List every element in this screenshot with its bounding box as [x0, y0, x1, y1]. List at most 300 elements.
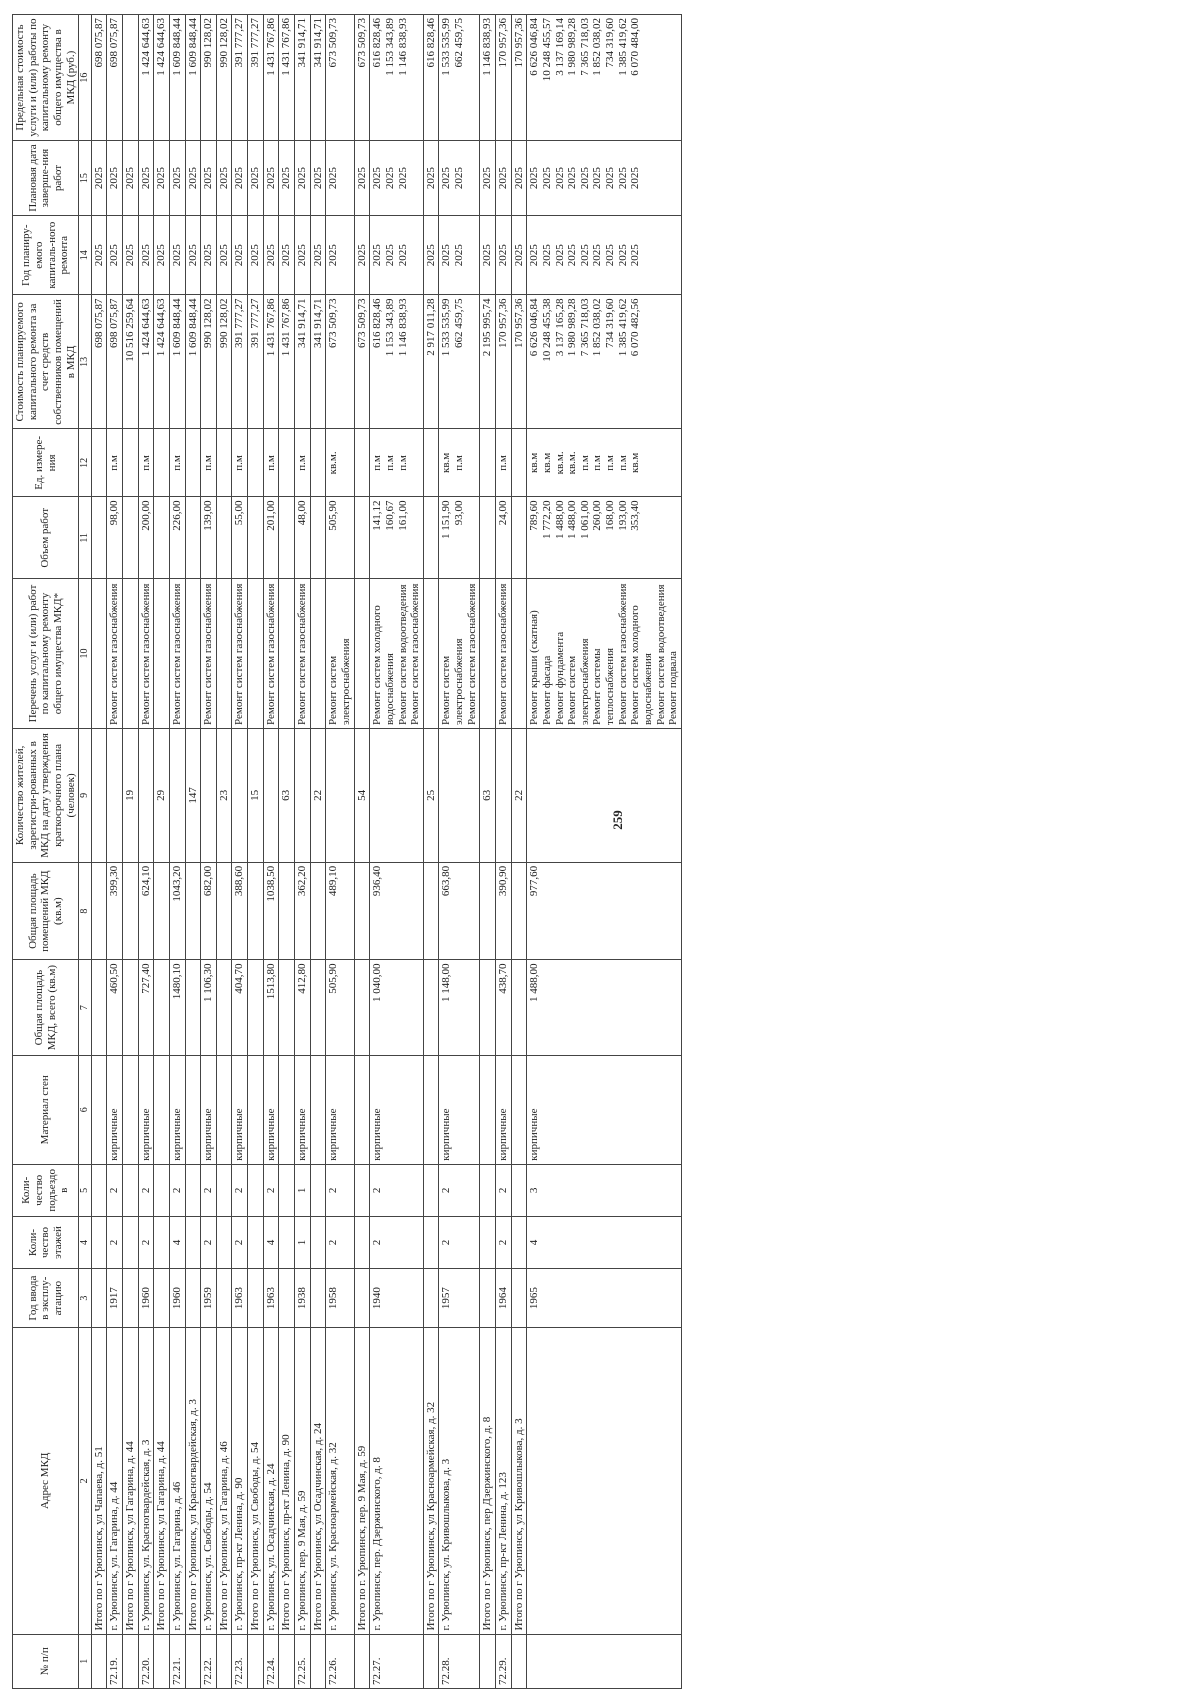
column-number: 4	[79, 1216, 92, 1268]
end-value: 2025	[383, 167, 396, 190]
total-blank	[91, 1634, 107, 1688]
row-entrances: 2	[263, 1164, 279, 1216]
total-blank	[248, 862, 264, 960]
total-blank	[122, 497, 138, 579]
row-number: 72.21.	[169, 1634, 185, 1688]
row-works	[527, 579, 682, 729]
total-blank	[154, 1634, 170, 1688]
total-blank	[423, 579, 439, 729]
limit-value: 662 459,75	[453, 18, 466, 68]
table-row	[201, 15, 217, 1689]
total-blank	[91, 960, 107, 1055]
row-units	[439, 429, 480, 497]
total-end: 2025	[216, 141, 232, 216]
volume-value: 93,00	[453, 500, 466, 526]
total-blank	[279, 1269, 295, 1328]
work-item: Ремонт систем газоснабжения	[465, 583, 478, 725]
row-area-rooms: 624,10	[138, 862, 154, 960]
row-area-rooms: 388,60	[232, 862, 248, 960]
total-blank	[216, 1216, 232, 1268]
total-blank	[480, 862, 496, 960]
year-value: 2025	[170, 244, 183, 267]
row-area-rooms: 936,40	[370, 862, 424, 960]
row-address: г. Урюпинск, пр-кт Ленина, д. 123	[496, 1328, 512, 1634]
row-area-total: 1 488,00	[527, 960, 682, 1055]
total-end: 2025	[354, 141, 370, 216]
total-blank	[185, 862, 201, 960]
row-address	[527, 1328, 682, 1634]
work-item: Ремонт систем газоснабжения	[497, 583, 509, 725]
row-units	[232, 429, 248, 497]
row-entrances: 3	[527, 1164, 682, 1216]
total-blank	[154, 429, 170, 497]
work-item: Ремонт фундамента	[553, 631, 566, 725]
total-limit	[122, 15, 138, 141]
row-limits	[527, 15, 682, 141]
total-year: 2025	[480, 216, 496, 295]
cost-value: 3 137 165,28	[553, 298, 566, 357]
column-header: Год планиру-емого капиталь-ного ремонта	[13, 216, 79, 295]
row-address: г. Урюпинск, ул. Кривошлыкова, д. 3	[439, 1328, 480, 1634]
row-years	[527, 216, 682, 295]
row-residents	[138, 728, 154, 862]
row-floors: 4	[169, 1216, 185, 1268]
row-area-total: 1513,80	[263, 960, 279, 1055]
row-ends	[263, 141, 279, 216]
column-header: Плановая дата заверше-ния работ	[13, 141, 79, 216]
total-blank	[423, 1164, 439, 1216]
table-row	[232, 15, 248, 1689]
volume-value: 353,40	[629, 500, 642, 531]
total-blank	[511, 497, 527, 579]
total-blank	[216, 429, 232, 497]
total-end: 2025	[154, 141, 170, 216]
row-ends	[107, 141, 123, 216]
cost-value: 698 075,87	[108, 298, 121, 348]
row-residents	[232, 728, 248, 862]
row-floors: 4	[263, 1216, 279, 1268]
row-years	[439, 216, 480, 295]
total-blank	[154, 862, 170, 960]
end-value: 2025	[170, 167, 183, 190]
row-entrances: 2	[232, 1164, 248, 1216]
row-volumes	[326, 497, 354, 579]
year-value: 2025	[108, 244, 121, 267]
row-material: кирпичные	[232, 1055, 248, 1164]
row-works	[496, 579, 512, 729]
row-units	[138, 429, 154, 497]
end-value: 2025	[629, 167, 642, 190]
work-item: Ремонт систем газоснабжения	[139, 583, 152, 725]
total-blank	[91, 862, 107, 960]
total-blank	[248, 497, 264, 579]
total-blank	[511, 1269, 527, 1328]
row-entrances: 2	[439, 1164, 480, 1216]
total-row	[216, 15, 232, 1689]
end-value: 2025	[540, 167, 553, 190]
unit-value: п.м	[497, 455, 509, 471]
total-blank	[354, 1055, 370, 1164]
total-blank	[480, 579, 496, 729]
total-residents: 63	[480, 728, 496, 862]
total-blank	[310, 960, 326, 1055]
table-row	[263, 15, 279, 1689]
volume-value: 200,00	[139, 500, 152, 531]
total-blank	[122, 1634, 138, 1688]
end-value: 2025	[497, 167, 509, 190]
total-blank	[310, 429, 326, 497]
total-blank	[154, 579, 170, 729]
work-item: Ремонт систем газоснабжения	[202, 583, 215, 725]
work-item: Ремонт систем газоснабжения	[264, 583, 277, 725]
total-blank	[310, 497, 326, 579]
total-year: 2025	[354, 216, 370, 295]
total-limit: 170 957,36	[511, 15, 527, 141]
row-volumes	[232, 497, 248, 579]
total-blank	[480, 1055, 496, 1164]
end-value: 2025	[296, 167, 309, 190]
total-blank	[423, 1269, 439, 1328]
cost-value: 1 852 038,02	[591, 298, 604, 357]
total-blank	[480, 1164, 496, 1216]
row-entrances: 1	[295, 1164, 311, 1216]
total-cost: 673 509,73	[354, 295, 370, 429]
row-costs	[169, 295, 185, 429]
total-blank	[423, 960, 439, 1055]
column-header: № п/п	[13, 1634, 79, 1688]
row-area-rooms: 489,10	[326, 862, 354, 960]
total-blank	[354, 579, 370, 729]
row-works	[439, 579, 480, 729]
total-blank	[480, 1216, 496, 1268]
total-blank	[354, 497, 370, 579]
total-blank	[423, 1055, 439, 1164]
cost-value: 1 980 989,28	[566, 298, 579, 357]
row-costs	[138, 295, 154, 429]
total-cost: 10 516 259,64	[122, 295, 138, 429]
cost-value: 170 957,36	[497, 298, 509, 348]
total-end: 2025	[248, 141, 264, 216]
row-costs	[107, 295, 123, 429]
total-blank	[248, 1634, 264, 1688]
limit-value: 10 248 455,57	[540, 18, 553, 82]
total-row	[310, 15, 326, 1689]
row-year: 1965	[527, 1269, 682, 1328]
row-costs	[370, 295, 424, 429]
column-header: Объем работ	[13, 497, 79, 579]
work-item: Ремонт систем газоснабжения	[233, 583, 246, 725]
row-works	[370, 579, 424, 729]
total-blank	[185, 1055, 201, 1164]
column-number: 3	[79, 1269, 92, 1328]
total-address: Итого по г Урюпинск, ул Гагарина, д. 46	[216, 1328, 232, 1634]
total-end: 2025	[91, 141, 107, 216]
total-year: 2025	[423, 216, 439, 295]
column-header: Перечень услуг и (или) работ по капитальному ремонту общего имущества МКД*	[13, 579, 79, 729]
total-cost: 990 128,02	[216, 295, 232, 429]
row-year: 1917	[107, 1269, 123, 1328]
total-blank	[185, 579, 201, 729]
work-item: Ремонт подвала	[667, 651, 680, 725]
end-value: 2025	[327, 167, 340, 190]
total-blank	[279, 960, 295, 1055]
total-end: 2025	[279, 141, 295, 216]
row-works	[138, 579, 154, 729]
end-value: 2025	[616, 167, 629, 190]
total-blank	[216, 960, 232, 1055]
total-residents: 22	[511, 728, 527, 862]
row-units	[326, 429, 354, 497]
row-area-total: 460,50	[107, 960, 123, 1055]
row-volumes	[201, 497, 217, 579]
cost-value: 7 365 718,03	[578, 298, 591, 357]
row-material: кирпичные	[138, 1055, 154, 1164]
row-entrances: 2	[370, 1164, 424, 1216]
cost-value: 391 777,27	[233, 298, 246, 348]
end-value: 2025	[604, 167, 617, 190]
total-blank	[248, 1164, 264, 1216]
column-number: 15	[79, 141, 92, 216]
cost-value: 673 509,73	[327, 298, 340, 348]
total-blank	[480, 429, 496, 497]
total-blank	[91, 1055, 107, 1164]
row-address: г. Урюпинск, пер. 9 Мая, д. 59	[295, 1328, 311, 1634]
total-limit: 1 424 644,63	[154, 15, 170, 141]
row-material: кирпичные	[295, 1055, 311, 1164]
column-number: 13	[79, 295, 92, 429]
row-material: кирпичные	[326, 1055, 354, 1164]
end-value: 2025	[566, 167, 579, 190]
row-volumes	[169, 497, 185, 579]
total-address: Итого по г Урюпинск, ул Осадчинская, д. 24	[310, 1328, 326, 1634]
limit-value: 1 431 767,86	[264, 18, 277, 76]
work-item: Ремонт систем газоснабжения	[170, 583, 183, 725]
total-address: Итого по г. Урюпинск, пер. 9 Мая, д. 59	[354, 1328, 370, 1634]
unit-value: кв.м.	[566, 451, 579, 475]
row-number: 72.20.	[138, 1634, 154, 1688]
row-area-total: 1 106,30	[201, 960, 217, 1055]
limit-value: 1 533 535,99	[440, 18, 453, 76]
total-address: Итого по г Урюпинск, ул Кривошлыкова, д. 3	[511, 1328, 527, 1634]
total-blank	[122, 579, 138, 729]
row-residents	[201, 728, 217, 862]
total-blank	[511, 1055, 527, 1164]
total-blank	[310, 862, 326, 960]
end-value: 2025	[440, 167, 453, 190]
total-blank	[511, 1634, 527, 1688]
total-blank	[185, 1164, 201, 1216]
year-value: 2025	[202, 244, 215, 267]
total-end: 2025	[185, 141, 201, 216]
row-limits	[496, 15, 512, 141]
page-number: 259	[610, 810, 625, 830]
row-floors: 2	[326, 1216, 354, 1268]
work-item: Ремонт систем газоснабжения	[108, 583, 121, 725]
cost-value: 1 146 838,93	[396, 298, 409, 357]
volume-value: 1 772,20	[540, 500, 553, 539]
total-blank	[216, 862, 232, 960]
row-floors: 2	[107, 1216, 123, 1268]
column-number: 12	[79, 429, 92, 497]
row-area-total: 1480,10	[169, 960, 185, 1055]
total-end: 2025	[511, 141, 527, 216]
row-material: кирпичные	[496, 1055, 512, 1164]
total-limit: 990 128,02	[216, 15, 232, 141]
total-blank	[354, 960, 370, 1055]
year-value: 2025	[139, 244, 152, 267]
volume-value: 168,00	[604, 500, 617, 531]
row-number: 72.29.	[496, 1634, 512, 1688]
row-years	[370, 216, 424, 295]
total-blank	[279, 429, 295, 497]
column-number: 9	[79, 728, 92, 862]
header-row	[13, 15, 79, 1689]
total-limit: 1 609 848,44	[185, 15, 201, 141]
row-floors: 2	[138, 1216, 154, 1268]
total-blank	[91, 579, 107, 729]
total-limit: 391 777,27	[248, 15, 264, 141]
total-blank	[154, 1055, 170, 1164]
total-blank	[480, 1634, 496, 1688]
row-floors: 1	[295, 1216, 311, 1268]
row-material: кирпичные	[169, 1055, 185, 1164]
column-header: Год ввода в эксплу-атацию	[13, 1269, 79, 1328]
unit-value: кв.м	[528, 452, 541, 474]
volume-value: 24,00	[497, 500, 509, 526]
total-year: 2025	[310, 216, 326, 295]
row-works	[169, 579, 185, 729]
row-works	[107, 579, 123, 729]
row-entrances: 2	[169, 1164, 185, 1216]
row-volumes	[263, 497, 279, 579]
total-blank	[310, 579, 326, 729]
row-years	[201, 216, 217, 295]
row-residents	[496, 728, 512, 862]
total-cost: 1 609 848,44	[185, 295, 201, 429]
table-row	[295, 15, 311, 1689]
row-number: 72.28.	[439, 1634, 480, 1688]
volume-value: 789,60	[528, 500, 541, 531]
total-blank	[154, 960, 170, 1055]
table-row	[169, 15, 185, 1689]
column-number: 5	[79, 1164, 92, 1216]
limit-value: 170 957,36	[497, 18, 509, 68]
total-cost: 698 075,87	[91, 295, 107, 429]
row-number: 72.25.	[295, 1634, 311, 1688]
total-year: 2025	[122, 216, 138, 295]
year-value: 2025	[396, 244, 409, 267]
limit-value: 3 137 169,14	[553, 18, 566, 76]
row-address: г. Урюпинск, ул. Осадчинская, д. 24	[263, 1328, 279, 1634]
row-units	[496, 429, 512, 497]
total-blank	[511, 1164, 527, 1216]
total-address: Итого по г Урюпинск, пер Дзержинского, д. 8	[480, 1328, 496, 1634]
table-row	[527, 15, 682, 1689]
row-address: г. Урюпинск, пер. Дзержинского, д. 8	[370, 1328, 424, 1634]
total-blank	[91, 429, 107, 497]
total-blank	[279, 497, 295, 579]
row-ends	[370, 141, 424, 216]
total-row	[354, 15, 370, 1689]
row-entrances: 2	[107, 1164, 123, 1216]
total-cost: 1 424 644,63	[154, 295, 170, 429]
column-number: 16	[79, 15, 92, 141]
total-blank	[354, 1216, 370, 1268]
total-limit: 673 509,73	[354, 15, 370, 141]
total-blank	[216, 1055, 232, 1164]
row-area-rooms: 399,30	[107, 862, 123, 960]
total-blank	[122, 862, 138, 960]
year-value: 2025	[327, 244, 340, 267]
unit-value: п.м	[296, 455, 309, 471]
unit-value: п.м	[371, 455, 384, 471]
year-value: 2025	[440, 244, 453, 267]
table-body	[91, 15, 681, 1689]
total-blank	[248, 1216, 264, 1268]
total-cost: 2 917 011,28	[423, 295, 439, 429]
volume-value: 98,00	[108, 500, 121, 526]
unit-value: п.м	[578, 455, 591, 471]
total-blank	[122, 960, 138, 1055]
total-blank	[185, 429, 201, 497]
total-end: 2025	[480, 141, 496, 216]
total-residents: 25	[423, 728, 439, 862]
row-address: г. Урюпинск, ул. Гагарина, д. 46	[169, 1328, 185, 1634]
total-blank	[185, 960, 201, 1055]
table-row	[496, 15, 512, 1689]
total-blank	[248, 579, 264, 729]
row-number: 72.26.	[326, 1634, 354, 1688]
year-value: 2025	[553, 244, 566, 267]
column-header: Предельная стоимость услуги и (или) работы по капитальному ремонту общего имущества в МКД (руб.)	[13, 15, 79, 141]
total-limit: 616 828,46	[423, 15, 439, 141]
total-cost: 170 957,36	[511, 295, 527, 429]
row-area-rooms: 1038,50	[263, 862, 279, 960]
limit-value: 1 852 038,02	[591, 18, 604, 76]
unit-value: п.м	[616, 455, 629, 471]
unit-value: п.м	[264, 455, 277, 471]
row-entrances: 2	[326, 1164, 354, 1216]
limit-value: 698 075,87	[108, 18, 121, 68]
row-years	[295, 216, 311, 295]
total-residents: 29	[154, 728, 170, 862]
work-item: Ремонт систем газоснабжения	[616, 583, 629, 725]
year-value: 2025	[540, 244, 553, 267]
total-blank	[354, 1269, 370, 1328]
total-row	[154, 15, 170, 1689]
row-ends	[201, 141, 217, 216]
volume-value: 201,00	[264, 500, 277, 531]
row-area-total: 404,70	[232, 960, 248, 1055]
row-volumes	[107, 497, 123, 579]
cost-value: 1 153 343,89	[383, 298, 396, 357]
unit-value: кв.м.	[327, 451, 340, 475]
work-item: Ремонт крыши (скатная)	[528, 610, 541, 725]
cost-value: 1 431 767,86	[264, 298, 277, 357]
total-limit: 1 146 838,93	[480, 15, 496, 141]
total-blank	[480, 1269, 496, 1328]
total-address: Итого по г Урюпинск, ул Гагарина, д. 44	[154, 1328, 170, 1634]
end-value: 2025	[578, 167, 591, 190]
total-cost: 1 431 767,86	[279, 295, 295, 429]
cost-value: 1 385 419,62	[616, 298, 629, 357]
total-blank	[279, 1216, 295, 1268]
column-number: 8	[79, 862, 92, 960]
row-years	[138, 216, 154, 295]
total-blank	[354, 862, 370, 960]
row-volumes	[496, 497, 512, 579]
column-header: Коли-чество этажей	[13, 1216, 79, 1268]
